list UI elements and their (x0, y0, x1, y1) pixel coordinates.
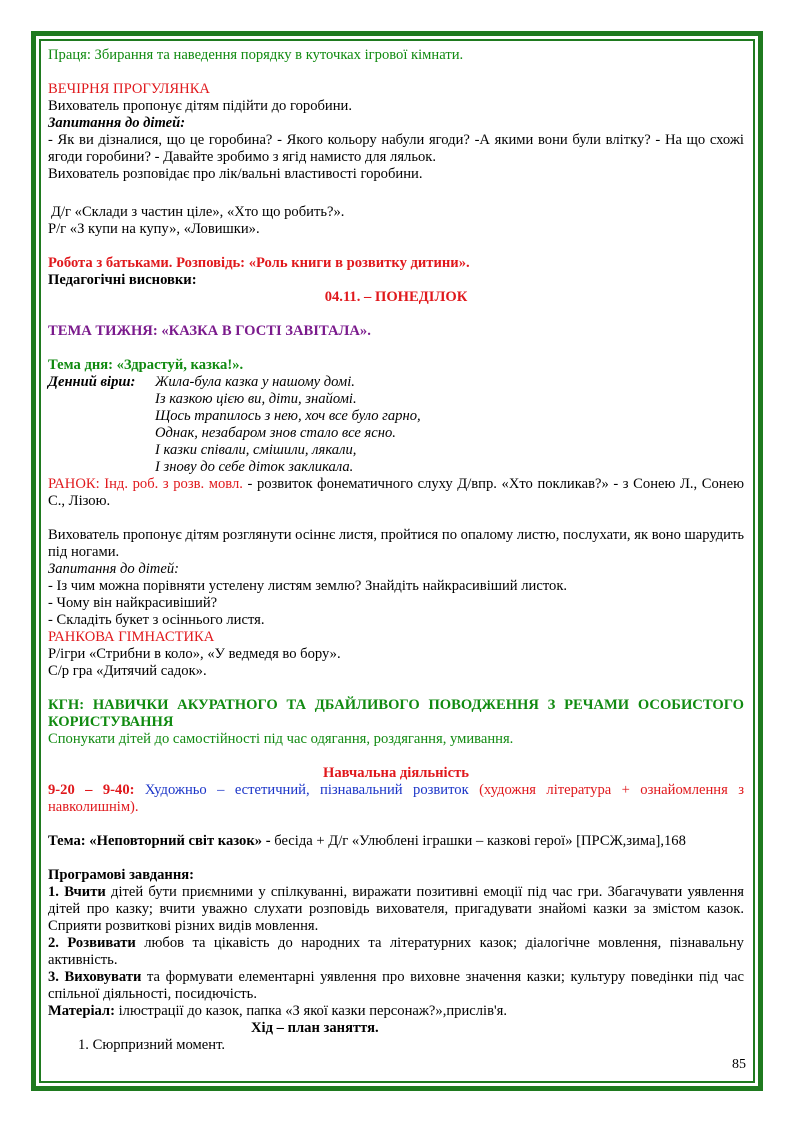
movement-games: Р/г «З купи на купу», «Ловишки». (48, 221, 260, 237)
page-number: 85 (732, 1057, 746, 1072)
leaves-question: - Чому він найкрасивіший? (48, 595, 218, 611)
task-1-label: 1. Вчити (48, 884, 106, 900)
evening-walk-heading: ВЕЧІРНЯ ПРОГУЛЯНКА (48, 81, 210, 97)
leaves-question: - Із чим можна порівняти устелену листям землю? Знайдіть найкрасивіший листок. (48, 578, 568, 594)
morning-text: - розвиток фонематичного слуху Д/впр. «Хто покликав?» - з Сонею Л., Сонею С., Лізою. (48, 476, 744, 509)
date-heading: 04.11. – ПОНЕДІЛОК (324, 289, 468, 305)
material-label: Матеріал: (48, 1003, 115, 1019)
leaves-intro: Вихователь пропонує дітям розглянути осіннє листя, пройтися по опалому листю, послухати, як воно шарудить під ногами. (48, 527, 744, 560)
verse-line: І знову до себе діток закликала. (155, 459, 354, 475)
task-1-text: дітей бути приємними у спілкуванні, виражати позитивні емоції під час гри. Збагачувати уявлення дітей про казку; вчити уважно слухати розповідь вихователя, пригадувати знайомі казки за змістом казок. Сприяти розвиткові різних видів мовлення. (48, 884, 744, 934)
labor-line: Праця: Збирання та наведення порядку в куточках ігрової кімнати. (48, 47, 464, 63)
daily-verse-label: Денний вірш: (48, 374, 136, 390)
page-content (48, 47, 744, 1054)
evening-walk-intro: Вихователь пропонує дітям підійти до горобини. (48, 98, 352, 114)
pedagogical-conclusions: Педагогічні висновки: (48, 272, 197, 288)
daily-verse-lines (155, 374, 421, 476)
task-2 (48, 935, 744, 969)
plan-item: 1. Сюрпризний момент. (78, 1037, 225, 1053)
material-text: ілюстрації до казок, папка «З якої казки персонаж?»,прислів'я. (114, 1003, 507, 1019)
didactic-games: Д/г «Склади з частин ціле», «Хто що робить?». (51, 204, 345, 220)
leaves-questions-label: Запитання до дітей: (48, 561, 179, 577)
learning-schedule (48, 782, 744, 816)
rowan-properties: Вихователь розповідає про лік/вальні властивості горобини. (48, 166, 423, 182)
verse-line: Однак, незабаром знов стало все ясно. (155, 425, 396, 441)
verse-line: Щось трапилось з нею, хоч все було гарно, (155, 408, 421, 424)
week-theme: ТЕМА ТИЖНЯ: «КАЗКА В ГОСТІ ЗАВІТАЛА». (48, 323, 371, 339)
morning-label: РАНОК: (48, 476, 100, 492)
learning-heading: Навчальна діяльність (323, 765, 469, 781)
verse-line: Жила-була казка у нашому домі. (155, 374, 355, 390)
tasks-heading: Програмові завдання: (48, 867, 195, 883)
lesson-topic (48, 833, 744, 850)
verse-line: Із казкою цією ви, діти, знайомі. (155, 391, 357, 407)
daily-verse (48, 374, 744, 476)
learning-time: 9-20 – 9-40: (48, 782, 135, 798)
morning-block (48, 476, 744, 510)
gymnastics-games: Р/ігри «Стрибни в коло», «У ведмедя во бору». (48, 646, 341, 662)
lesson-topic-text: бесіда + Д/г «Улюблені іграшки – казкові герої» [ПРСЖ,зима],168 (270, 833, 686, 849)
leaves-question: - Складіть букет з осіннього листя. (48, 612, 265, 628)
learning-area: Художньо – естетичний, пізнавальний розвиток (134, 782, 469, 798)
task-3 (48, 969, 744, 1003)
lesson-topic-label: Тема: «Неповторний світ казок» - (48, 833, 271, 849)
kgn-text: Спонукати дітей до самостійності під час одягання, роздягання, умивання. (48, 731, 514, 747)
task-2-text: любов та цікавість до народних та літературних казок; діалогічне мовлення, пізнавальну активність. (48, 935, 744, 968)
day-theme: Тема дня: «Здрастуй, казка!». (48, 357, 244, 373)
learning-area-note: (художня література + ознайомлення з навколишнім). (48, 782, 744, 815)
task-2-label: 2. Розвивати (48, 935, 136, 951)
task-1 (48, 884, 744, 935)
material (48, 1003, 744, 1020)
morning-ind-work: Інд. роб. з розв. мовл. (104, 476, 243, 492)
verse-line: І казки співали, смішили, лякали, (155, 442, 357, 458)
role-game: С/р гра «Дитячий садок». (48, 663, 207, 679)
task-3-text: та формувати елементарні уявлення про виховне значення казки; культуру поведінки під час спільної діяльності, посидючість. (48, 969, 744, 1002)
parents-work: Робота з батьками. Розповідь: «Роль книги в розвитку дитини». (48, 255, 470, 271)
kgn-heading: КГН: НАВИЧКИ АКУРАТНОГО ТА ДБАЙЛИВОГО ПОВОДЖЕННЯ З РЕЧАМИ ОСОБИСТОГО КОРИСТУВАННЯ (48, 697, 744, 730)
evening-questions: - Як ви дізналися, що це горобина? - Якого кольору набули ягоди? -А якими вони були влітку? - На що схожі ягоди горобини? - Давайте зробимо з ягід намисто для ляльок. (48, 132, 744, 165)
task-3-label: 3. Виховувати (48, 969, 142, 985)
gymnastics-heading: РАНКОВА ГІМНАСТИКА (48, 629, 215, 645)
plan-heading: Хід – план заняття. (251, 1020, 379, 1036)
evening-questions-label: Запитання до дітей: (48, 115, 186, 131)
